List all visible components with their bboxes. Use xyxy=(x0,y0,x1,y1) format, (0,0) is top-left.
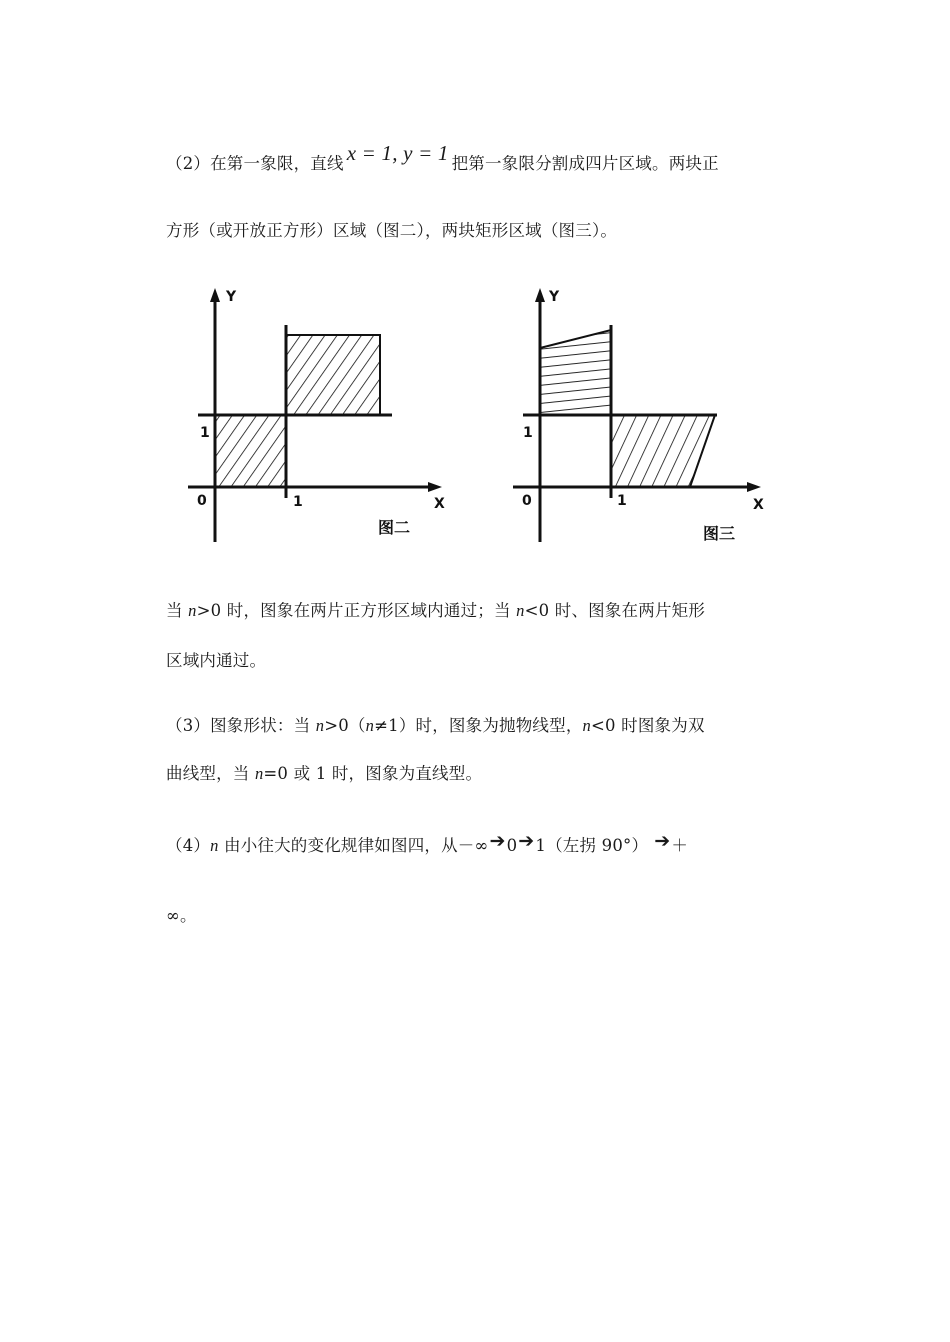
text-segment: <0 时、图象在两片矩形 xyxy=(524,601,706,620)
paragraph-2-line-1 xyxy=(166,141,719,175)
paragraph-3-line-2 xyxy=(166,763,482,785)
paragraph-2-suffix: 把第一象限分割成四片区域。两块正 xyxy=(451,154,719,173)
rectangle-region-upper xyxy=(540,330,611,415)
var-n: n xyxy=(516,601,525,620)
lines-formula: x = 1, y = 1 xyxy=(346,141,449,165)
text-segment: 0 xyxy=(506,836,518,855)
paragraph-n-line-1 xyxy=(166,600,705,622)
paragraph-2-line-2: 方形（或开放正方形）区域（图二），两块矩形区域（图三）。 xyxy=(166,221,618,240)
origin-label: 0 xyxy=(197,493,207,509)
square-region-upper xyxy=(286,335,380,415)
x-axis-label: X xyxy=(753,497,764,513)
right-arrow-icon: ➔ xyxy=(489,830,506,852)
y-axis-label: Y xyxy=(549,289,560,305)
var-n: n xyxy=(315,716,325,735)
paragraph-3-line-1 xyxy=(166,715,705,737)
x-tick-1: 1 xyxy=(617,493,627,509)
text-segment: （4） xyxy=(166,836,211,855)
text-segment: 当 xyxy=(166,601,189,620)
var-n: n xyxy=(210,836,219,855)
paragraph-2-prefix: （2）在第一象限，直线 xyxy=(166,154,344,173)
right-arrow-icon: ➔ xyxy=(518,830,535,852)
text-segment: （3）图象形状：当 xyxy=(166,716,316,735)
square-region-lower xyxy=(215,415,286,487)
text-segment: <0 时图象为双 xyxy=(590,716,705,735)
figure-3 xyxy=(505,280,785,555)
text-segment: >0（ xyxy=(324,716,366,735)
y-tick-1: 1 xyxy=(200,425,210,441)
var-n: n xyxy=(188,601,197,620)
text-segment: 由小往大的变化规律如图四，从－∞ xyxy=(218,836,489,855)
y-tick-1: 1 xyxy=(523,425,533,441)
x-axis-label: X xyxy=(434,496,445,512)
paragraph-4-line-2: ∞。 xyxy=(166,906,197,925)
figure-2 xyxy=(180,280,460,555)
var-n: n xyxy=(365,716,375,735)
rectangle-region-lower xyxy=(611,415,715,487)
text-segment: =0 或 1 时，图象为直线型。 xyxy=(263,764,483,783)
x-tick-1: 1 xyxy=(293,494,303,510)
figure-3-caption: 图三 xyxy=(703,524,736,543)
paragraph-4-line-1 xyxy=(166,830,689,857)
origin-label: 0 xyxy=(522,493,532,509)
y-axis-label: Y xyxy=(226,289,237,305)
text-segment: >0 时，图象在两片正方形区域内通过；当 xyxy=(196,601,517,620)
text-segment: 曲线型，当 xyxy=(166,764,255,783)
y-axis-arrowhead xyxy=(210,288,220,302)
text-segment: 1（左拐 90°） xyxy=(535,836,649,855)
right-arrow-icon: ➔ xyxy=(654,830,671,852)
x-axis-arrowhead xyxy=(428,482,442,492)
var-n: n xyxy=(254,764,264,783)
var-n: n xyxy=(582,716,591,735)
paragraph-n-line-2: 区域内通过。 xyxy=(166,651,267,670)
figure-2-caption: 图二 xyxy=(378,518,411,537)
text-segment: ＋ xyxy=(671,836,689,855)
y-axis-arrowhead xyxy=(535,288,545,302)
x-axis-arrowhead xyxy=(747,482,761,492)
text-segment: ≠1）时，图象为抛物线型， xyxy=(374,716,583,735)
